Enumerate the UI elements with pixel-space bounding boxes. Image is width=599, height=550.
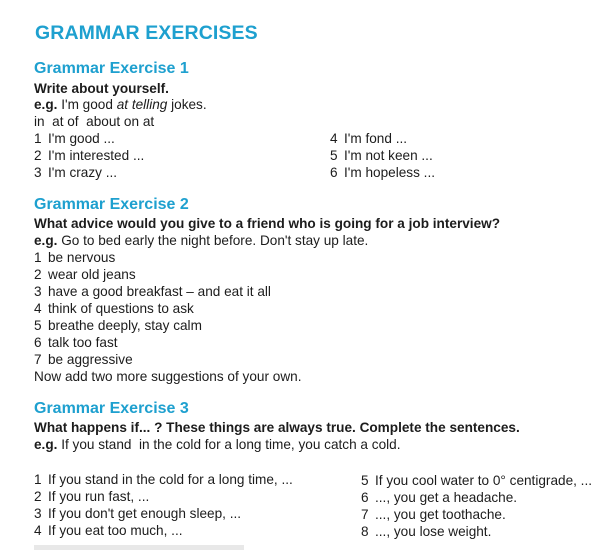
example-text: If you stand in the cold for a long time, you catch a cold. [61, 437, 401, 452]
item-number: 3 [34, 506, 42, 521]
list-item [34, 317, 202, 334]
exercise-3-heading: Grammar Exercise 3 [34, 400, 189, 417]
exercise-1-word-bank: in at of about on at [34, 114, 155, 129]
example-label: e.g. [34, 437, 58, 452]
list-item [34, 488, 149, 505]
item-number: 5 [361, 473, 369, 488]
exercise-1-heading: Grammar Exercise 1 [34, 60, 189, 77]
item-number: 7 [361, 507, 369, 522]
item-text: If you don't get enough sleep, ... [48, 506, 242, 521]
list-item [34, 505, 241, 522]
exercise-3-example [34, 436, 400, 453]
item-number: 1 [34, 131, 42, 146]
list-item [330, 147, 433, 164]
list-item [34, 130, 115, 147]
item-text: think of questions to ask [48, 301, 194, 316]
item-number: 4 [330, 131, 338, 146]
item-text: wear old jeans [48, 267, 136, 282]
item-number: 4 [34, 301, 42, 316]
item-number: 2 [34, 267, 42, 282]
item-text: I'm interested ... [48, 148, 145, 163]
example-label: e.g. [34, 97, 58, 112]
item-number: 6 [361, 490, 369, 505]
list-item [34, 283, 271, 300]
item-number: 2 [34, 148, 42, 163]
list-item [361, 472, 592, 489]
example-text-start: I'm good [61, 97, 117, 112]
item-text: be aggressive [48, 352, 133, 367]
item-text: I'm fond ... [344, 131, 408, 146]
item-text: breathe deeply, stay calm [48, 318, 202, 333]
item-text: ..., you lose weight. [375, 524, 492, 539]
item-text: ..., you get toothache. [375, 507, 506, 522]
exercise-2-heading: Grammar Exercise 2 [34, 196, 189, 213]
item-number: 5 [330, 148, 338, 163]
example-italic-text: at telling [116, 97, 168, 112]
item-number: 2 [34, 489, 42, 504]
example-label: e.g. [34, 233, 58, 248]
item-text: I'm crazy ... [48, 165, 118, 180]
list-item [361, 506, 506, 523]
item-number: 6 [34, 335, 42, 350]
page-bottom-divider [34, 545, 244, 550]
example-text-end: jokes. [167, 97, 207, 112]
list-item [34, 471, 293, 488]
list-item [361, 523, 491, 540]
list-item [34, 522, 183, 539]
exercise-2-example [34, 232, 368, 249]
item-text: ..., you get a headache. [375, 490, 518, 505]
list-item [330, 130, 407, 147]
exercise-1-example [34, 96, 207, 113]
list-item [34, 147, 144, 164]
item-text: If you eat too much, ... [48, 523, 183, 538]
item-number: 4 [34, 523, 42, 538]
page-title: GRAMMAR EXERCISES [35, 22, 258, 44]
item-text: I'm good ... [48, 131, 115, 146]
list-item [330, 164, 435, 181]
item-text: I'm not keen ... [344, 148, 433, 163]
item-number: 8 [361, 524, 369, 539]
exercise-3-instruction: What happens if... ? These things are always true. Complete the sentences. [34, 420, 520, 435]
example-text: Go to bed early the night before. Don't stay up late. [61, 233, 369, 248]
item-number: 6 [330, 165, 338, 180]
exercise-2-closing: Now add two more suggestions of your own. [34, 369, 302, 384]
item-number: 3 [34, 165, 42, 180]
item-number: 1 [34, 250, 42, 265]
item-number: 1 [34, 472, 42, 487]
list-item [361, 489, 517, 506]
exercise-1-instruction: Write about yourself. [34, 81, 169, 96]
item-number: 5 [34, 318, 42, 333]
list-item [34, 249, 115, 266]
exercise-2-instruction: What advice would you give to a friend who is going for a job interview? [34, 216, 501, 231]
list-item [34, 351, 133, 368]
item-text: be nervous [48, 250, 116, 265]
item-number: 3 [34, 284, 42, 299]
item-text: If you cool water to 0° centigrade, ... [375, 473, 593, 488]
item-text: If you run fast, ... [48, 489, 150, 504]
list-item [34, 266, 136, 283]
list-item [34, 300, 194, 317]
item-text: talk too fast [48, 335, 118, 350]
item-number: 7 [34, 352, 42, 367]
item-text: If you stand in the cold for a long time, ... [48, 472, 293, 487]
list-item [34, 334, 118, 351]
item-text: I'm hopeless ... [344, 165, 435, 180]
list-item [34, 164, 117, 181]
item-text: have a good breakfast – and eat it all [48, 284, 271, 299]
